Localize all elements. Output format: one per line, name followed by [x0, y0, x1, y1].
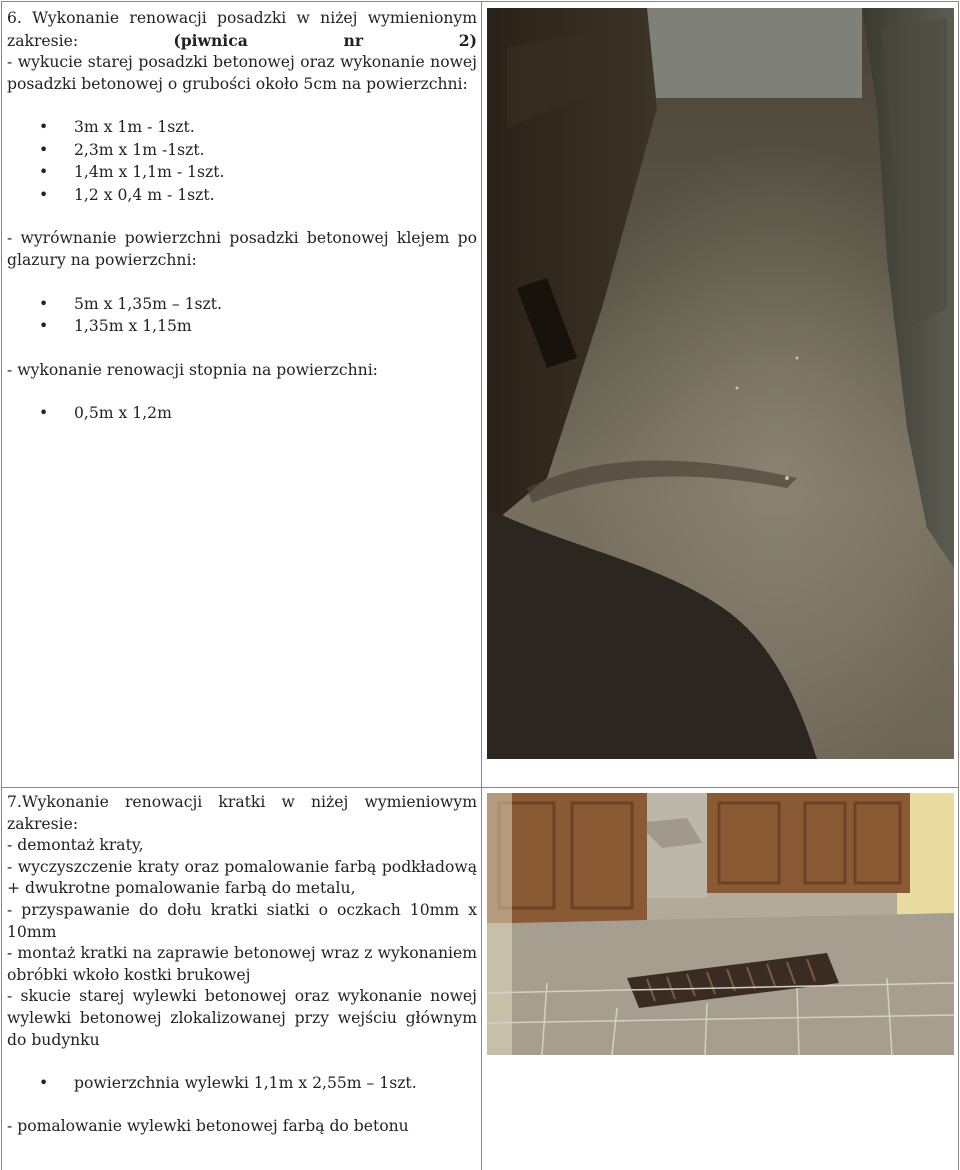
list-item: • 5m x 1,35m – 1szt. — [7, 294, 477, 317]
section-7-line-2: - demontaż kraty, — [7, 836, 144, 855]
section-6-paragraph-2: - wyrównanie powierzchni posadzki betonowej klejem po glazury na powierzchni: — [7, 229, 477, 269]
section-7-list — [7, 1073, 477, 1096]
section-6-list-3 — [7, 403, 477, 426]
list-item: • 0,5m x 1,2m — [7, 403, 477, 426]
section-6-heading — [7, 8, 477, 52]
list-item: • 2,3m x 1m -1szt. — [7, 140, 477, 163]
section-6-paragraph-1: - wykucie starej posadzki betonowej oraz wykonanie nowej posadzki betonowej o grubości około 5cm na powierzchni: — [7, 53, 477, 93]
section-7-text — [2, 792, 481, 1170]
section-7-line-4: - przyspawanie do dołu kratki siatki o oczkach 10mm x 10mm — [7, 900, 477, 941]
section-6-list-1 — [7, 117, 477, 207]
section-7-line-1: 7.Wykonanie renowacji kratki w niżej wymieniowym zakresie: — [7, 793, 477, 833]
document-table — [1, 1, 959, 1170]
list-item: • powierzchnia wylewki 1,1m x 2,55m – 1szt. — [7, 1073, 477, 1096]
section-7-photo-cell — [482, 788, 958, 1170]
section-7-line-6: - skucie starej wylewki betonowej oraz wykonanie nowej wylewki betonowej zlokalizowanej przy wejściu głównym do budynku — [7, 987, 477, 1049]
list-item: • 3m x 1m - 1szt. — [7, 117, 477, 140]
list-item: • 1,4m x 1,1m - 1szt. — [7, 162, 477, 185]
section-6-heading-text: 6. Wykonanie renowacji posadzki w niżej wymienionym zakresie: — [7, 9, 477, 50]
section-6-paragraph-3: - wykonanie renowacji stopnia na powierzchni: — [7, 360, 378, 379]
list-item: • 1,2 x 0,4 m - 1szt. — [7, 185, 477, 208]
section-7-line-3: - wyczyszczenie kraty oraz pomalowanie farbą podkładową + dwukrotne pomalowanie farbą do metalu, — [7, 857, 477, 898]
section-6-list-2 — [7, 294, 477, 339]
section-6-heading-bold: (piwnica nr 2) — [173, 30, 477, 50]
section-7-last-line: - pomalowanie wylewki betonowej farbą do betonu — [7, 1116, 409, 1135]
list-item: • 1,35m x 1,15m — [7, 316, 477, 339]
basement-floor-photo — [487, 8, 954, 759]
section-7-line-5: - montaż kratki na zaprawie betonowej wraz z wykonaniem obróbki wkoło kostki brukowej — [7, 944, 477, 984]
section-6-photo-cell — [482, 2, 958, 787]
section-6-text — [2, 8, 481, 786]
drain-grate-photo — [487, 793, 954, 1055]
